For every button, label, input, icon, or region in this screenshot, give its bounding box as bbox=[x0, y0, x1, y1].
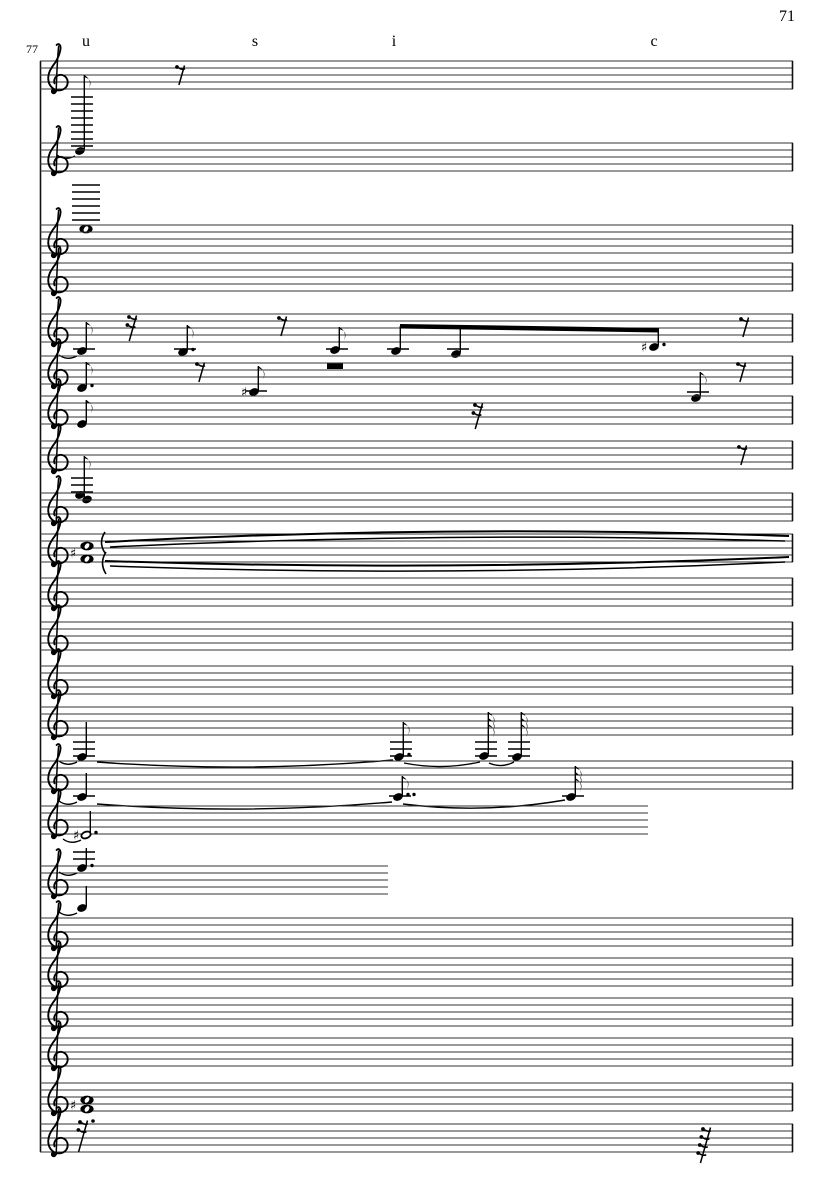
tie bbox=[105, 557, 789, 566]
tie bbox=[489, 762, 514, 766]
lyric-syllable: c bbox=[650, 33, 658, 50]
sharp-accidental: ♯ bbox=[640, 340, 648, 356]
augmentation-dot bbox=[90, 864, 93, 867]
beam bbox=[400, 324, 659, 333]
staff bbox=[40, 1066, 793, 1116]
staff bbox=[40, 208, 793, 258]
treble-clef-icon bbox=[48, 1066, 67, 1116]
staff bbox=[40, 246, 793, 296]
tie bbox=[403, 800, 565, 808]
tie bbox=[59, 912, 77, 915]
treble-clef-icon bbox=[48, 789, 67, 839]
staff bbox=[40, 126, 793, 233]
staff bbox=[40, 44, 793, 158]
note-flag bbox=[86, 322, 92, 336]
tie bbox=[110, 537, 785, 547]
treble-clef-icon bbox=[48, 690, 67, 740]
staff bbox=[40, 789, 648, 843]
staff bbox=[40, 744, 793, 809]
treble-clef-icon bbox=[48, 44, 67, 94]
staff bbox=[40, 848, 388, 899]
sharp-accidental: ♯ bbox=[69, 1098, 77, 1114]
note-flag bbox=[700, 372, 706, 386]
staff bbox=[40, 941, 793, 991]
augmentation-dot bbox=[94, 831, 97, 834]
note-flag bbox=[339, 327, 345, 341]
staff bbox=[40, 517, 793, 574]
staff bbox=[40, 379, 793, 429]
sharp-accidental: ♯ bbox=[69, 546, 77, 562]
treble-clef-icon bbox=[48, 246, 67, 296]
tie bbox=[59, 801, 77, 804]
augmentation-dot bbox=[91, 1119, 95, 1123]
measure-number: 77 bbox=[26, 42, 38, 56]
augmentation-dot bbox=[407, 753, 410, 756]
treble-clef-icon bbox=[48, 517, 67, 567]
note-flag bbox=[403, 722, 409, 736]
treble-clef-icon bbox=[48, 424, 67, 474]
treble-clef-icon bbox=[48, 476, 67, 526]
half-rest bbox=[327, 364, 343, 370]
tie bbox=[59, 872, 77, 875]
treble-clef-icon bbox=[48, 744, 67, 794]
tie bbox=[59, 355, 77, 358]
paren-tie bbox=[102, 532, 106, 553]
treble-clef-icon bbox=[48, 1107, 67, 1157]
tie bbox=[105, 531, 789, 542]
staff bbox=[40, 297, 793, 359]
note-flag bbox=[86, 362, 92, 376]
treble-clef-icon bbox=[48, 605, 67, 655]
staff bbox=[40, 981, 793, 1031]
rest-stroke bbox=[79, 1121, 88, 1153]
augmentation-dot bbox=[412, 793, 415, 796]
sharp-accidental: ♯ bbox=[240, 385, 248, 401]
note-flag bbox=[86, 400, 92, 414]
staff bbox=[40, 561, 793, 611]
note-flag bbox=[187, 325, 193, 339]
sharp-accidental: ♯ bbox=[72, 828, 80, 844]
lyric-syllable: i bbox=[391, 33, 397, 50]
rest-curl bbox=[129, 326, 135, 328]
rest-curl bbox=[475, 414, 481, 416]
treble-clef-icon bbox=[48, 126, 67, 176]
note-flag bbox=[84, 456, 90, 470]
staff bbox=[40, 476, 793, 526]
augmentation-dot bbox=[90, 384, 93, 387]
staff bbox=[40, 886, 793, 951]
augmentation-dot bbox=[406, 793, 409, 796]
staff bbox=[40, 649, 793, 699]
tie bbox=[404, 762, 480, 767]
augmentation-dot bbox=[662, 343, 665, 346]
staff bbox=[40, 1021, 793, 1071]
augmentation-dot bbox=[191, 348, 194, 351]
lyric-syllable: s bbox=[251, 33, 259, 50]
lyric-syllable: u bbox=[82, 33, 90, 50]
page-number: 71 bbox=[779, 8, 795, 25]
staff bbox=[40, 605, 793, 655]
note-flag bbox=[402, 776, 408, 790]
staff bbox=[40, 1107, 793, 1163]
treble-clef-icon bbox=[48, 649, 67, 699]
treble-clef-icon bbox=[48, 561, 67, 611]
staff bbox=[40, 339, 793, 403]
staff bbox=[40, 690, 793, 767]
